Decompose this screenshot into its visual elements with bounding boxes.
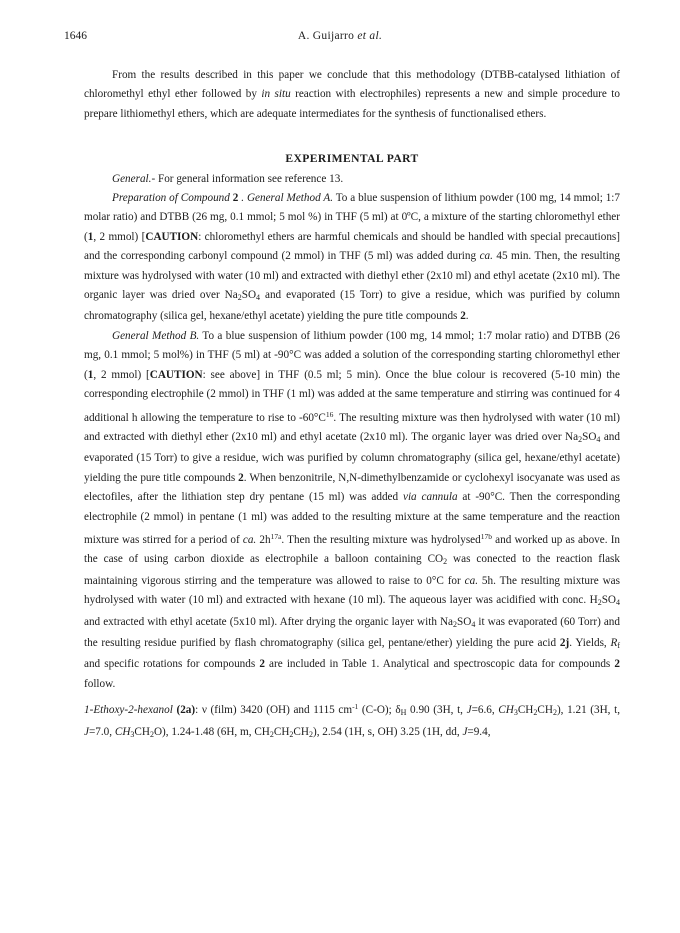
method-a-paragraph: Preparation of Compound 2 . General Method A. To a blue suspension of lithium powder (100 mg, 14 mmol; 1:7 molar ratio) and DTBB (26 mg, 0.1 mmol; 5 mol %) in THF (5 ml) at 0ºC, a mixture of the starting chloromethyl ether (1, 2 mmol) [CAUTION: chloromethyl ethers are harmful chemicals and should be handled with special precautions] and the corresponding carbonyl compound (2 mmol) in THF (5 ml) was added during ca. 45 min. Then, the resulting mixture was hydrolysed with water (10 ml) and extracted with diethyl ether (2x10 ml) and ethyl acetate (2x10 ml). The organic layer was dried over $Na_2SO_4$ and evaporated (15 Torr) to give a residue, which was purified by column chromatography (silica gel, hexane/ethyl acetate) yielding the pure title compounds 2. bbox=[84, 192, 620, 323]
section-heading: EXPERIMENTAL PART bbox=[285, 152, 419, 166]
body-text bbox=[84, 66, 620, 744]
running-head bbox=[64, 30, 616, 46]
general-paragraph: General.- For general information see reference 13. bbox=[112, 172, 344, 185]
conclusion-paragraph: From the results described in this paper we conclude that this methodology (DTBB-catalysed lithiation of chloromethyl ethyl ether followed by in situ reaction with electrophiles) represents a new and simple procedure to prepare lithiomethyl ethers, which are adequate intermediates for the synthesis of functionalised ethers. bbox=[84, 69, 620, 120]
running-title: A. Guijarro et al. bbox=[297, 30, 383, 42]
method-b-paragraph: General Method B. To a blue suspension of lithium powder (100 mg, 14 mmol; 1:7 molar ratio) and DTBB (26 mg, 0.1 mmol; 5 mol%) in THF (5 ml) at -90°C was added a solution of the corresponding starting chloromethyl ether (1, 2 mmol) [CAUTION: see above] in THF (0.5 ml; 5 min). Once the blue colour is recovered (5-10 min) the corresponding electrophile (2 mmol) in THF (1 ml) was added at the same temperature and stirring was continued for 4 additional h allowing the temperature to rise to $-60^\circ C^{16}$. The resulting mixture was then hydrolysed with water (10 ml) and extracted with diethyl ether (2x10 ml) and ethyl acetate (2x10 ml). The organic layer was dried over $Na_2SO_4$ and evaporated (15 Torr) to give a residue, wich was purified by column chromatography (silica gel, hexane/ethyl acetate) yielding the pure title compounds 2. When benzonitrile, N,N-dimethylbenzamide or cyclohexyl isocyanate was used as electofiles, after the lithiation step dry pentane (15 ml) was added via cannula at -90°C. Then the corresponding electrophile (2 mmol) in pentane (1 ml) was added to the resulting mixture at the same temperature and the reaction mixture was stirred for a period of ca. $2h^{17a}$. Then the resulting mixture was hydrolysed$^{17b}$ and worked up as above. In the case of using carbon dioxide as electrophile a balloon containing $CO_2$ was conected to the reaction flask maintaining vigorous stirring and the temperature was allowed to raise to 0°C for ca. 5h. The resulting mixture was hydrolysed with water (10 ml) and extracted with hexane (10 ml). The aqueous layer was acidified with conc. $H_2SO_4$ and extracted with ethyl acetate (5x10 ml). After drying the organic layer with $Na_2SO_4$ it was evaporated (60 Torr) and the resulting residue purified by flash chromatography (silica gel, pentane/ether) yielding the pure acid 2j. Yields, $R_f$ and specific rotations for compounds 2 are included in Table 1. Analytical and spectroscopic data for compounds 2 follow. bbox=[84, 329, 621, 690]
page-number: 1646 bbox=[64, 30, 87, 42]
compound-2a-paragraph: 1-Ethoxy-2-hexanol (2a): ν (film) 3420 (OH) and 1115 $cm^{-1}$ (C-O); $\delta_H$ 0.90 (3H, t, J=6.6, $CH_3CH_2CH_2$), 1.21 (3H, t, J=7.0, $CH_3CH_2O$), 1.24-1.48 (6H, m, $CH_2CH_2CH_2$), 2.54 (1H, s, OH) 3.25 (1H, dd, J=9.4, bbox=[84, 702, 620, 739]
